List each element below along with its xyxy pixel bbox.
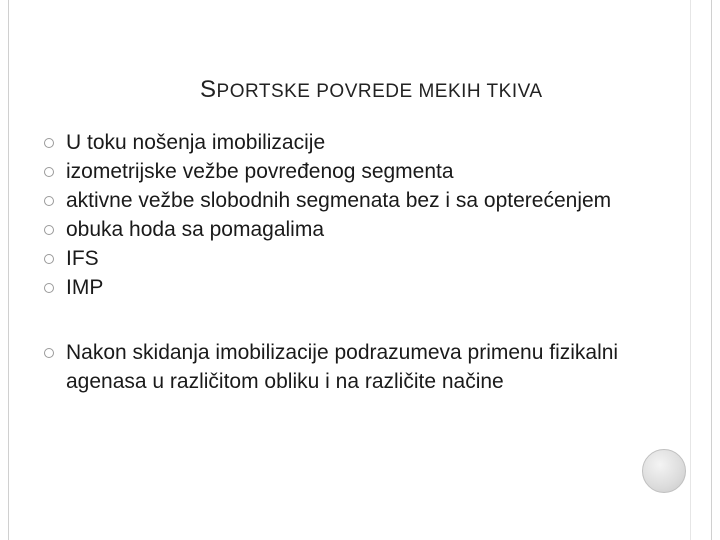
list-item xyxy=(44,215,634,244)
title-first-letter: S xyxy=(200,76,217,103)
list-item xyxy=(44,186,634,215)
bullet-circle-icon xyxy=(44,225,54,235)
list-item-text: obuka hoda sa pomagalima xyxy=(66,218,325,241)
list-item xyxy=(44,338,634,396)
bullet-list xyxy=(44,128,634,396)
list-item-text: aktivne vežbe slobodnih segmenata bez i sa opterećenjem xyxy=(66,189,612,212)
bullet-circle-icon xyxy=(44,283,54,293)
frame-divider xyxy=(690,0,691,540)
bullet-circle-icon xyxy=(44,254,54,264)
bullet-circle-icon xyxy=(44,167,54,177)
list-item-text: izometrijske vežbe povređenog segmenta xyxy=(66,160,454,183)
list-item-text: IMP xyxy=(66,276,104,299)
bullet-circle-icon xyxy=(44,138,54,148)
list-item xyxy=(44,273,634,302)
decorative-circle xyxy=(642,449,686,493)
list-spacer xyxy=(44,302,634,338)
title-rest: PORTSKE POVREDE MEKIH TKIVA xyxy=(216,81,543,102)
list-item-text: IFS xyxy=(66,247,99,270)
list-item xyxy=(44,128,634,157)
list-item xyxy=(44,157,634,186)
bullet-circle-icon xyxy=(44,196,54,206)
list-item xyxy=(44,244,634,273)
list-item-text: Nakon skidanja imobilizacije podrazumeva primenu fizikalni agenasa u različitom obliku i na različite načine xyxy=(66,341,619,393)
slide-title xyxy=(200,76,620,104)
list-item-text: U toku nošenja imobilizacije xyxy=(66,131,326,154)
bullet-circle-icon xyxy=(44,348,54,358)
